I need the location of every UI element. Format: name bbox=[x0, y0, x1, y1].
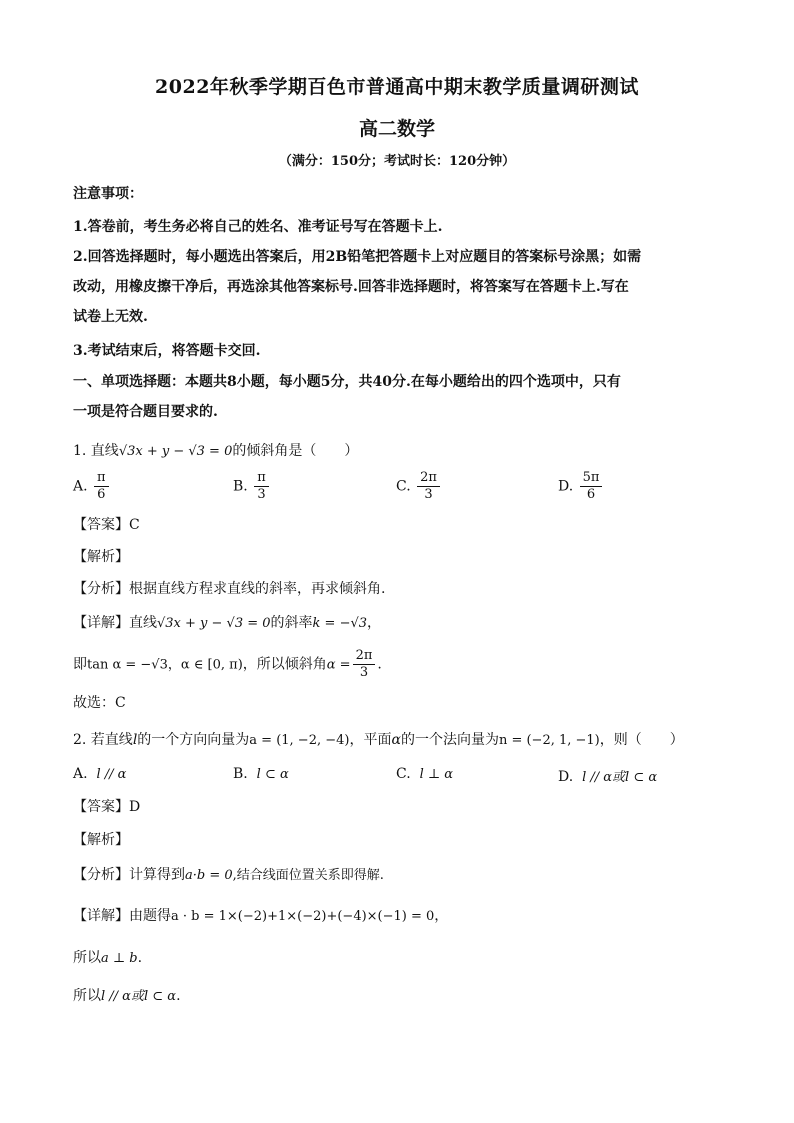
question-1-answer bbox=[73, 514, 140, 534]
question-2-detail-line-2 bbox=[73, 947, 142, 967]
option-letter: C. bbox=[396, 478, 411, 495]
option-fraction: $\frac{\pi}{3}$ bbox=[254, 470, 269, 503]
question-2-text: 的一个法向量为 bbox=[400, 732, 499, 748]
angle-fraction: $\frac{2\pi}{3}$ bbox=[353, 648, 376, 681]
option-text: l ⊥ α bbox=[419, 767, 454, 782]
section-heading-line-2: 一项是符合题目要求的. bbox=[73, 404, 218, 420]
option-letter: C. bbox=[396, 766, 411, 782]
exam-meta: （满分：150分；考试时长：120分钟） bbox=[278, 154, 516, 169]
question-2-answer bbox=[73, 796, 140, 816]
question-2-analysis-label: 【解析】 bbox=[73, 832, 129, 848]
fenxi-text: 根据直线方程求直线的斜率，再求倾斜角. bbox=[129, 581, 386, 597]
question-1-option-b bbox=[233, 470, 271, 503]
question-2-text: ，平面 bbox=[349, 732, 392, 748]
detail-text: 直线 bbox=[129, 615, 157, 631]
option-text: l ⊂ α bbox=[256, 767, 289, 782]
tan-expression: tan α = −√3 bbox=[87, 657, 168, 673]
range-expression: ，α ∈ [0, π) bbox=[167, 657, 243, 673]
answer-label: 【答案】 bbox=[73, 799, 129, 815]
relation-expression: l // α或l ⊂ α bbox=[101, 989, 177, 1004]
normal-vector: n = (−2, 1, −1) bbox=[498, 733, 600, 748]
question-1-option-d bbox=[558, 470, 604, 503]
dot-product-expression: a·b = 0 bbox=[185, 868, 233, 883]
plane-symbol: α bbox=[391, 732, 401, 748]
option-letter: B. bbox=[233, 766, 248, 782]
question-2-detail bbox=[73, 905, 448, 925]
detail-slope: k = −√3 bbox=[312, 616, 368, 631]
question-1-suffix: 的倾斜角是（ ） bbox=[232, 443, 359, 459]
question-1-detail bbox=[73, 612, 381, 632]
fenxi-label: 【分析】 bbox=[73, 581, 129, 597]
note-item-2-line-2: 改动，用橡皮擦干净后，再选涂其他答案标号.回答非选择题时，将答案写在答题卡上.写在 bbox=[73, 279, 629, 295]
option-letter: B. bbox=[233, 478, 248, 495]
option-letter: A. bbox=[73, 478, 88, 495]
question-1-detail-line-2 bbox=[73, 648, 382, 681]
question-1-option-a bbox=[73, 470, 111, 503]
fenxi-label: 【分析】 bbox=[73, 867, 129, 883]
detail-text: 即 bbox=[73, 656, 87, 673]
fenxi-text: 计算得到 bbox=[129, 867, 185, 883]
detail-text: ， bbox=[367, 615, 382, 631]
detail-equation: √3x + y − √3 = 0 bbox=[157, 616, 271, 631]
line-symbol: l bbox=[132, 732, 138, 748]
option-text: l // α或l ⊂ α bbox=[582, 770, 658, 785]
question-1-stem bbox=[73, 440, 358, 460]
question-2-text: 的一个方向向量为 bbox=[137, 732, 250, 748]
detail-text: ，所以倾斜角 bbox=[242, 656, 327, 673]
dot-product-calculation: a · b = 1×(−2)+1×(−2)+(−4)×(−1) = 0 bbox=[171, 909, 435, 924]
detail-text: 所以 bbox=[73, 988, 101, 1004]
notes-heading: 注意事项： bbox=[73, 186, 143, 202]
perpendicular-expression: a ⊥ b bbox=[101, 951, 138, 966]
option-fraction: $\frac{5\pi}{6}$ bbox=[580, 470, 603, 503]
question-1-prefix: 1. 直线 bbox=[73, 443, 119, 459]
question-1-fenxi bbox=[73, 578, 385, 598]
detail-text: . bbox=[377, 656, 382, 673]
direction-vector: a = (1, −2, −4) bbox=[249, 733, 350, 748]
option-letter: D. bbox=[558, 769, 574, 785]
detail-text: 由题得 bbox=[129, 908, 171, 924]
note-item-2-line-1: 2.回答选择题时，每小题选出答案后，用2B铅笔把答题卡上对应题目的答案标号涂黑；如需 bbox=[73, 249, 642, 265]
detail-text: 所以 bbox=[73, 950, 101, 966]
question-2-option-a bbox=[73, 766, 126, 782]
option-fraction: $\frac{\pi}{6}$ bbox=[94, 470, 109, 503]
detail-text: ， bbox=[434, 908, 449, 924]
detail-text: . bbox=[137, 950, 143, 966]
question-1-analysis-label: 【解析】 bbox=[73, 549, 129, 565]
question-1-equation: √3x + y − √3 = 0 bbox=[118, 444, 233, 459]
note-item-1: 1.答卷前，考生务必将自己的姓名、准考证号写在答题卡上. bbox=[73, 219, 443, 235]
exam-subject: 高二数学 bbox=[358, 118, 435, 140]
question-1-option-c bbox=[396, 470, 442, 503]
question-2-stem bbox=[73, 729, 684, 749]
detail-text: . bbox=[176, 988, 181, 1004]
answer-label: 【答案】 bbox=[73, 517, 129, 533]
question-2-prefix: 2. 若直线 bbox=[73, 732, 133, 748]
note-item-2-line-3: 试卷上无效. bbox=[73, 309, 148, 325]
answer-value: C bbox=[129, 517, 140, 533]
question-1-conclusion: 故选：C bbox=[73, 695, 126, 711]
question-2-option-b bbox=[233, 766, 289, 782]
detail-label: 【详解】 bbox=[73, 908, 129, 924]
question-2-suffix: ，则（ ） bbox=[599, 732, 684, 748]
answer-value: D bbox=[129, 799, 141, 815]
question-2-option-c bbox=[396, 766, 453, 782]
option-letter: D. bbox=[558, 478, 574, 495]
option-letter: A. bbox=[73, 766, 88, 782]
detail-text: 的斜率 bbox=[270, 615, 313, 631]
question-2-option-d bbox=[558, 766, 657, 785]
alpha-expression: α = bbox=[326, 657, 351, 673]
option-text: l // α bbox=[96, 767, 127, 782]
note-item-3: 3.考试结束后，将答题卡交回. bbox=[73, 343, 261, 359]
fenxi-text: ,结合线面位置关系即得解. bbox=[232, 868, 384, 883]
question-2-fenxi bbox=[73, 864, 384, 884]
question-2-detail-line-3 bbox=[73, 985, 181, 1005]
exam-title: 2022年秋季学期百色市普通高中期末教学质量调研测试 bbox=[155, 76, 639, 98]
section-heading-line-1: 一、单项选择题：本题共8小题，每小题5分，共40分.在每小题给出的四个选项中，只有 bbox=[73, 374, 621, 390]
detail-label: 【详解】 bbox=[73, 615, 129, 631]
option-fraction: $\frac{2\pi}{3}$ bbox=[417, 470, 440, 503]
